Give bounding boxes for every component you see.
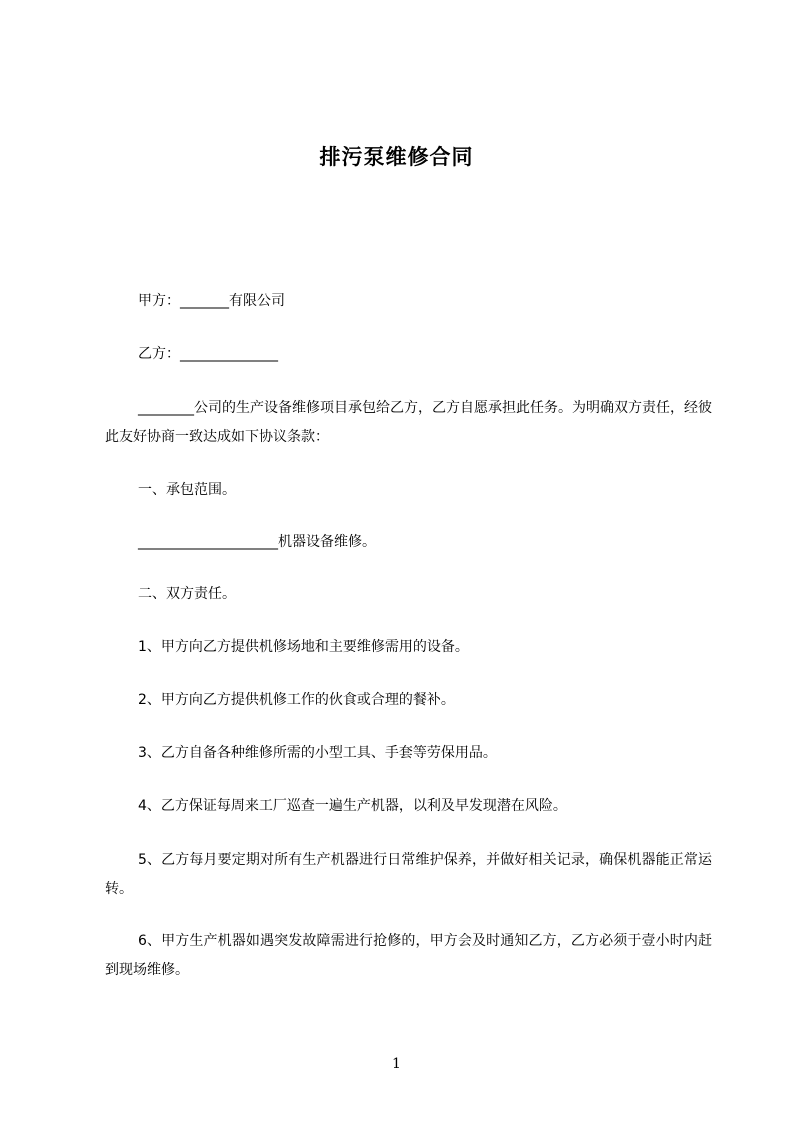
party-b-blank: ______________ (180, 346, 278, 362)
party-a-suffix: 有限公司 (229, 293, 285, 309)
clause-item: 4、乙方保证每周来工厂巡查一遍生产机器，以利及早发现潜在风险。 (138, 798, 567, 814)
section1-blank: ____________________ (138, 534, 278, 550)
intro-text: 公司的生产设备维修项目承包给乙方，乙方自愿承担此任务。为明确双方责任，经彼此友好协商一致达成如下协议条款： (105, 400, 712, 445)
clause-item: 2、甲方向乙方提供机修工作的伙食或合理的餐补。 (138, 692, 455, 708)
clause-item: 1、甲方向乙方提供机修场地和主要维修需用的设备。 (138, 639, 469, 655)
intro-paragraph (105, 394, 712, 452)
section1-heading: 一、承包范围。 (138, 482, 236, 498)
document-title: 排污泵维修合同 (319, 145, 474, 169)
clause-item: 5、乙方每月要定期对所有生产机器进行日常维护保养，并做好相关记录，确保机器能正常运转。 (105, 852, 712, 897)
section1-text: 机器设备维修。 (278, 534, 376, 550)
clause-item: 3、乙方自备各种维修所需的小型工具、手套等劳保用品。 (138, 745, 497, 761)
party-b-label: 乙方： (138, 346, 180, 362)
clause-item: 6、甲方生产机器如遇突发故障需进行抢修的，甲方会及时通知乙方，乙方必须于壹小时内赶到现场维修。 (105, 933, 712, 978)
party-a-label: 甲方： (138, 293, 180, 309)
section1-scope-line (138, 528, 376, 556)
intro-blank: ________ (138, 400, 194, 416)
party-b-line (138, 340, 278, 368)
party-a-blank: _______ (180, 293, 229, 309)
section2-heading: 二、双方责任。 (138, 586, 236, 602)
party-a-line (138, 287, 285, 315)
page-number: 1 (392, 1056, 401, 1072)
